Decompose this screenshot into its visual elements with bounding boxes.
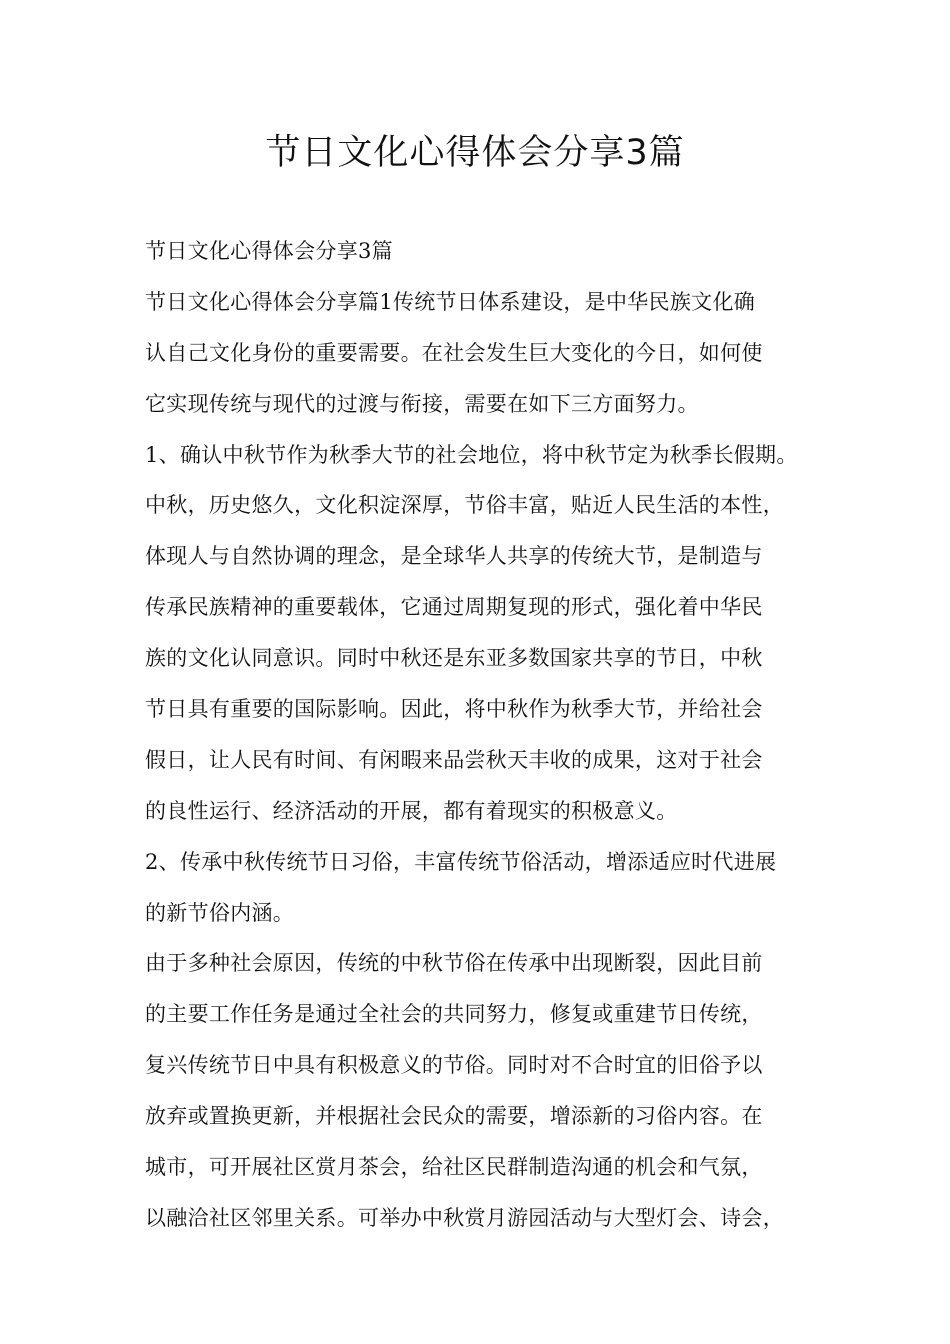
body-line: 由于多种社会原因，传统的中秋节俗在传承中出现断裂，因此目前 <box>145 951 763 976</box>
body-line: 1、确认中秋节作为秋季大节的社会地位，将中秋节定为秋季长假期。 <box>145 442 798 467</box>
body-line: 以融洽社区邻里关系。可举办中秋赏月游园活动与大型灯会、诗会， <box>145 1205 784 1230</box>
body-line: 族的文化认同意识。同时中秋还是东亚多数国家共享的节日，中秋 <box>145 646 763 671</box>
body-line: 中秋，历史悠久，文化积淀深厚，节俗丰富，贴近人民生活的本性， <box>145 493 784 518</box>
body-line: 节日具有重要的国际影响。因此，将中秋作为秋季大节，并给社会 <box>145 697 763 722</box>
body-line: 的良性运行、经济活动的开展，都有着现实的积极意义。 <box>145 798 678 823</box>
body-line: 复兴传统节日中具有积极意义的节俗。同时对不合时宜的旧俗予以 <box>145 1053 763 1078</box>
body-line: 的主要工作任务是通过全社会的共同努力，修复或重建节日传统， <box>145 1002 763 1027</box>
document-body <box>145 233 835 1251</box>
body-line: 放弃或置换更新，并根据社会民众的需要，增添新的习俗内容。在 <box>145 1104 763 1129</box>
body-line: 认自己文化身份的重要需要。在社会发生巨大变化的今日，如何使 <box>145 340 763 365</box>
document-title: 节日文化心得体会分享3篇 <box>265 133 685 173</box>
body-line: 2、传承中秋传统节日习俗，丰富传统节俗活动，增添适应时代进展 <box>145 849 777 874</box>
body-line: 它实现传统与现代的过渡与衔接，需要在如下三方面努力。 <box>145 391 699 416</box>
body-line: 的新节俗内涵。 <box>145 900 295 925</box>
body-line: 假日，让人民有时间、有闲暇来品尝秋天丰收的成果，这对于社会 <box>145 747 763 772</box>
body-line: 城市，可开展社区赏月茶会，给社区民群制造沟通的机会和气氛， <box>145 1155 763 1180</box>
body-line-subtitle: 节日文化心得体会分享3篇 <box>145 239 393 263</box>
body-line: 传承民族精神的重要载体，它通过周期复现的形式，强化着中华民 <box>145 595 763 620</box>
body-line: 节日文化心得体会分享篇1传统节日体系建设，是中华民族文化确 <box>145 289 756 314</box>
body-line: 体现人与自然协调的理念，是全球华人共享的传统大节，是制造与 <box>145 544 763 569</box>
